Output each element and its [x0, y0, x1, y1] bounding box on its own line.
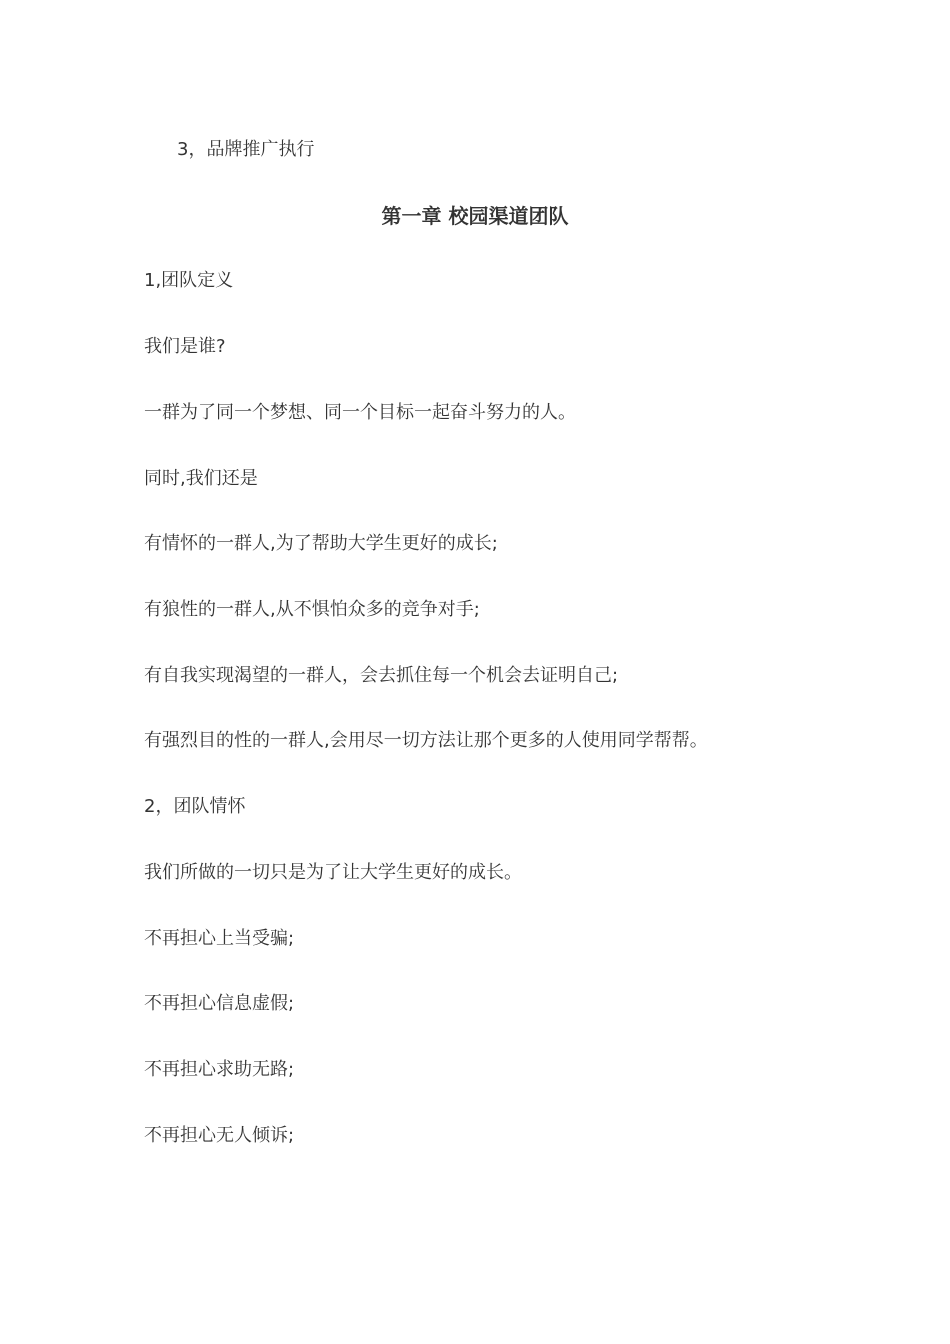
paragraph: 有自我实现渴望的一群人，会去抓住每一个机会去证明自己; — [144, 665, 619, 686]
section-heading-team-definition: 1,团队定义 — [144, 270, 234, 291]
paragraph: 不再担心上当受骗; — [144, 928, 295, 949]
paragraph: 有情怀的一群人,为了帮助大学生更好的成长; — [144, 533, 498, 554]
paragraph: 我们所做的一切只是为了让大学生更好的成长。 — [144, 862, 522, 883]
paragraph: 不再担心无人倾诉; — [144, 1125, 295, 1146]
paragraph: 有强烈目的性的一群人,会用尽一切方法让那个更多的人使用同学帮帮。 — [144, 730, 708, 751]
paragraph: 有狼性的一群人,从不惧怕众多的竞争对手; — [144, 599, 480, 620]
section-heading-team-spirit: 2，团队情怀 — [144, 796, 246, 817]
paragraph: 我们是谁? — [144, 336, 226, 357]
intro-list-item: 3，品牌推广执行 — [177, 139, 315, 160]
paragraph: 同时,我们还是 — [144, 468, 258, 489]
paragraph: 不再担心信息虚假; — [144, 993, 295, 1014]
paragraph: 一群为了同一个梦想、同一个目标一起奋斗努力的人。 — [144, 402, 576, 423]
chapter-title: 第一章 校园渠道团队 — [381, 204, 569, 228]
paragraph: 不再担心求助无路; — [144, 1059, 295, 1080]
